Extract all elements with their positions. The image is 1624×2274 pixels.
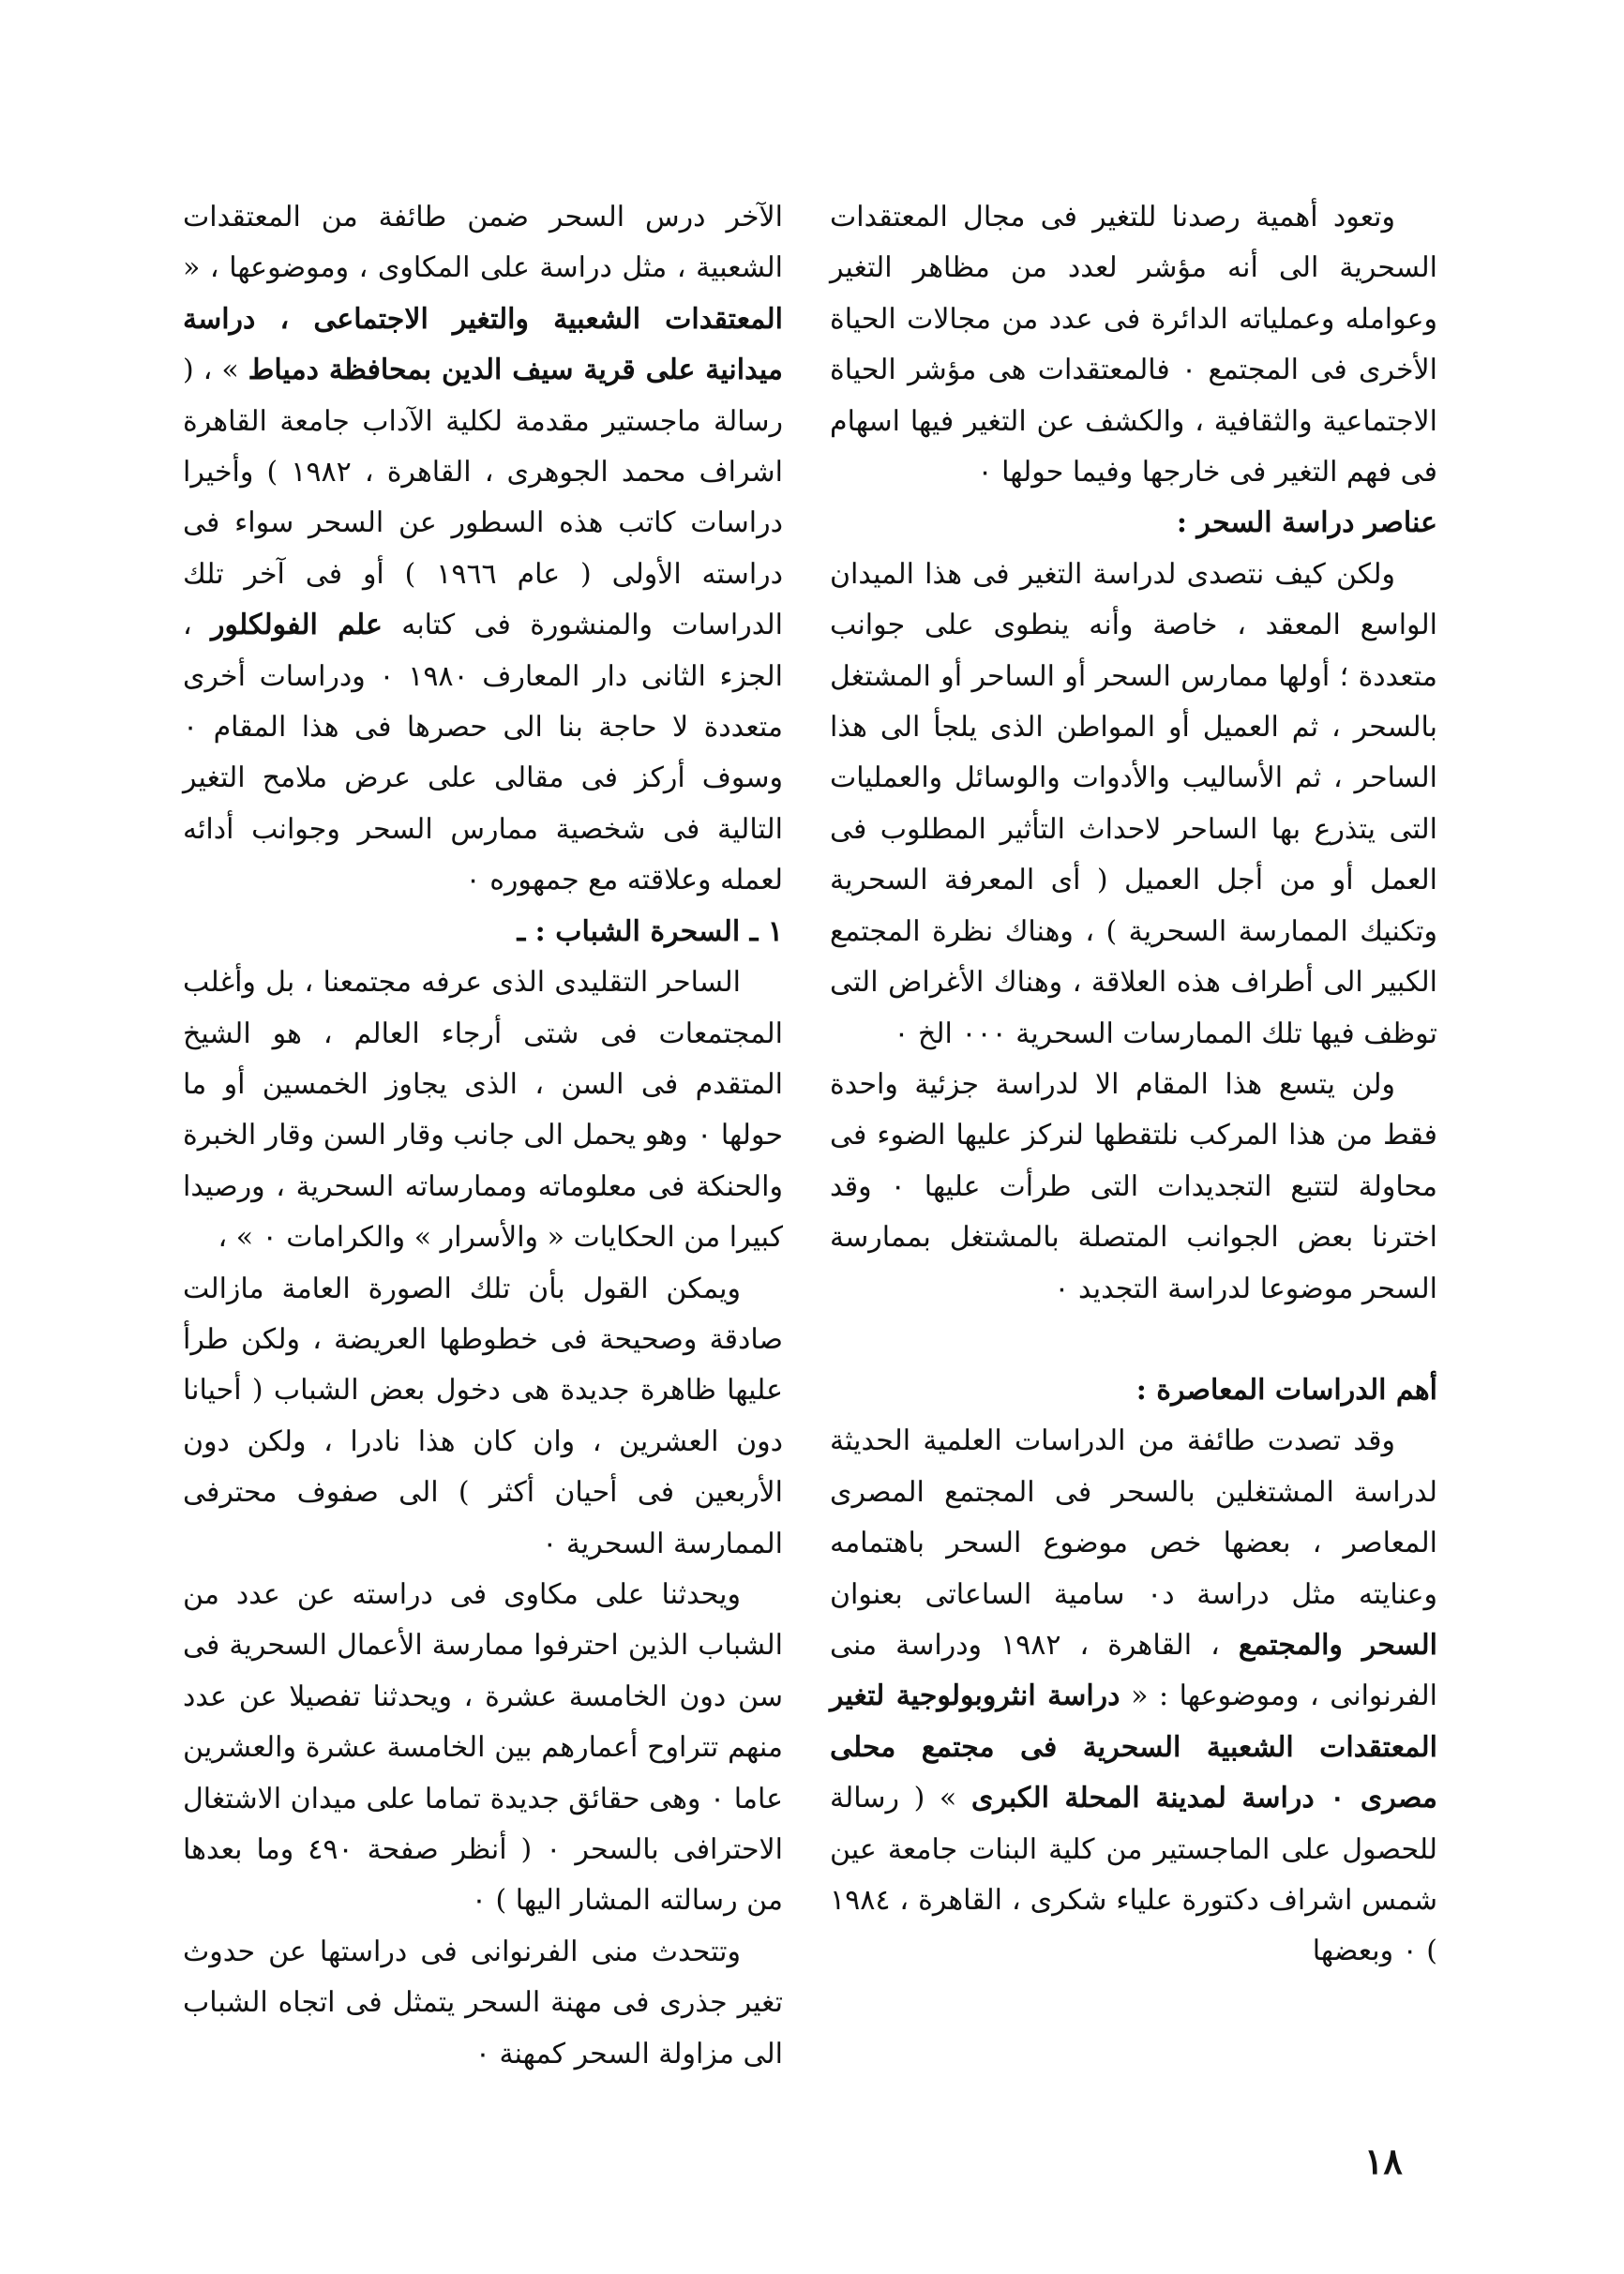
paragraph: وتعود أهمية رصدنا للتغير فى مجال المعتقدات السحرية الى أنه مؤشر لعدد من مظاهر التغير وعوامله وعملياته الدائرة فى عدد من مجالات الحياة الأخرى فى المجتمع ٠ فالمعتقدات هى مؤشر الحياة الاجتماعية والثقافية ، والكشف عن التغير فيها اسهام فى فهم التغير فى خارجها وفيما حولها ٠ (830, 201, 1437, 489)
thesis-title: دراسة انثروبولوجية لتغير المعتقدات الشعبية السحرية فى مجتمع محلى مصرى ٠ دراسة لمدينة المحلة الكبرى (830, 1679, 1437, 1815)
section-heading: أهم الدراسات المعاصرة : (1135, 1373, 1437, 1407)
section-heading: ١ ـ السحرة الشباب : ـ (517, 914, 783, 948)
left-column (183, 192, 783, 2080)
paragraph: وتتحدث منى الفرنوانى فى دراستها عن حدوث تغير جذرى فى مهنة السحر يتمثل فى اتجاه الشباب الى مزاولة السحر كمهنة ٠ (183, 1935, 783, 2071)
thesis-title: المعتقدات الشعبية والتغير الاجتماعى ، دراسة ميدانية على قرية سيف الدين بمحافظة دمياط (183, 302, 783, 387)
text-run: ، القاهرة ، ١٩٨٢ ودراسة منى الفرنوانى ، وموضوعها : « (830, 1628, 1437, 1713)
paragraph: ويمكن القول بأن تلك الصورة العامة مازالت صادقة وصحيحة فى خطوطها العريضة ، ولكن طرأ عليها ظاهرة جديدة هى دخول بعض الشباب ( أحيانا دون العشرين ، وان كان هذا نادرا ، ولكن دون الأربعين فى أحيان أكثر ) الى صفوف محترفى الممارسة السحرية ٠ (183, 1272, 783, 1560)
right-column (830, 192, 1437, 1978)
paragraph (183, 192, 783, 907)
paragraph: ويحدثنا على مكاوى فى دراسته عن عدد من الشباب الذين احترفوا ممارسة الأعمال السحرية فى سن دون الخامسة عشرة ، ويحدثنا تفصيلا عن عدد منهم تتراوح أعمارهم بين الخامسة عشرة والعشرين عاما ٠ وهى حقائق جديدة تماما على ميدان الاشتغال الاحترافى بالسحر ٠ ( أنظر صفحة ٤٩٠ وما بعدها من رسالته المشار اليها ) ٠ (183, 1577, 783, 1918)
book-title: علم الفولكلور (211, 609, 383, 642)
paragraph: الساحر التقليدى الذى عرفه مجتمعنا ، بل وأغلب المجتمعات فى شتى أرجاء العالم ، هو الشيخ المتقدم فى السن ، الذى يجاوز الخمسين أو ما حولها ٠ وهو يحمل الى جانب وقار السن وقار الخبرة والحنكة فى معلوماته وممارساته السحرية ، ورصيدا كبيرا من الحكايات « والأسرار » والكرامات ٠ » ، (183, 966, 783, 1255)
text-run: الآخر درس السحر ضمن طائفة من المعتقدات الشعبية ، مثل دراسة على المكاوى ، وموضوعها ، « (183, 201, 783, 285)
paragraph: ولن يتسع هذا المقام الا لدراسة جزئية واحدة فقط من هذا المركب نلتقطها لنركز عليها الضوء فى محاولة لتتبع التجديدات التى طرأت عليها ٠ وقد اخترنا بعض الجوانب المتصلة بالمشتغل بممارسة السحر موضوعا لدراسة التجديد ٠ (830, 1067, 1437, 1305)
text-run: وقد تصدت طائفة من الدراسات العلمية الحديثة لدراسة المشتغلين بالسحر فى المجتمع المصرى المعاصر ، بعضها خص موضوع السحر باهتمامه وعنايته مثل دراسة د٠ سامية الساعاتى بعنوان (830, 1424, 1438, 1611)
text-run: » ، ( رسالة ماجستير مقدمة لكلية الآداب جامعة القاهرة اشراف محمد الجوهرى ، القاهرة ، ١٩٨٢ ) وأخيرا دراسات كاتب هذه السطور عن السحر سواء فى دراسته الأولى ( عام ١٩٦٦ ) أو فى آخر تلك الدراسات والمنشورة فى كتابه (183, 354, 783, 642)
spacer (830, 1315, 1437, 1365)
text-run: ، الجزء الثانى دار المعارف ١٩٨٠ ٠ ودراسات أخرى متعددة لا حاجة بنا الى حصرها فى هذا المقام ٠ وسوف أركز فى مقالى على عرض ملامح التغير التالية فى شخصية ممارس السحر وجوانب أدائه لعمله وعلاقته مع جمهوره ٠ (183, 609, 783, 897)
paragraph: ولكن كيف نتصدى لدراسة التغير فى هذا الميدان الواسع المعقد ، خاصة وأنه ينطوى على جوانب متعددة ؛ أولها ممارس السحر أو الساحر أو المشتغل بالسحر ، ثم العميل أو المواطن الذى يلجأ الى هذا الساحر ، ثم الأساليب والأدوات والوسائل والعمليات التى يتذرع بها الساحر لاحداث التأثير المطلوب فى العمل أو من أجل العميل ( أى المعرفة السحرية وتكنيك الممارسة السحرية ) ، وهناك نظرة المجتمع الكبير الى أطراف هذه العلاقة ، وهناك الأغراض التى توظف فيها تلك الممارسات السحرية ٠٠٠ الخ ٠ (830, 557, 1437, 1050)
section-heading: عناصر دراسة السحر : (1176, 506, 1437, 540)
paragraph (830, 1416, 1437, 1977)
page-number: ١٨ (1364, 2140, 1403, 2182)
book-title: السحر والمجتمع (1238, 1628, 1437, 1662)
text-run: » ( رسالة للحصول على الماجستير من كلية البنات جامعة عين شمس اشراف دكتورة علياء شكرى ، القاهرة ، ١٩٨٤ ) ٠ وبعضها (830, 1782, 1437, 1968)
